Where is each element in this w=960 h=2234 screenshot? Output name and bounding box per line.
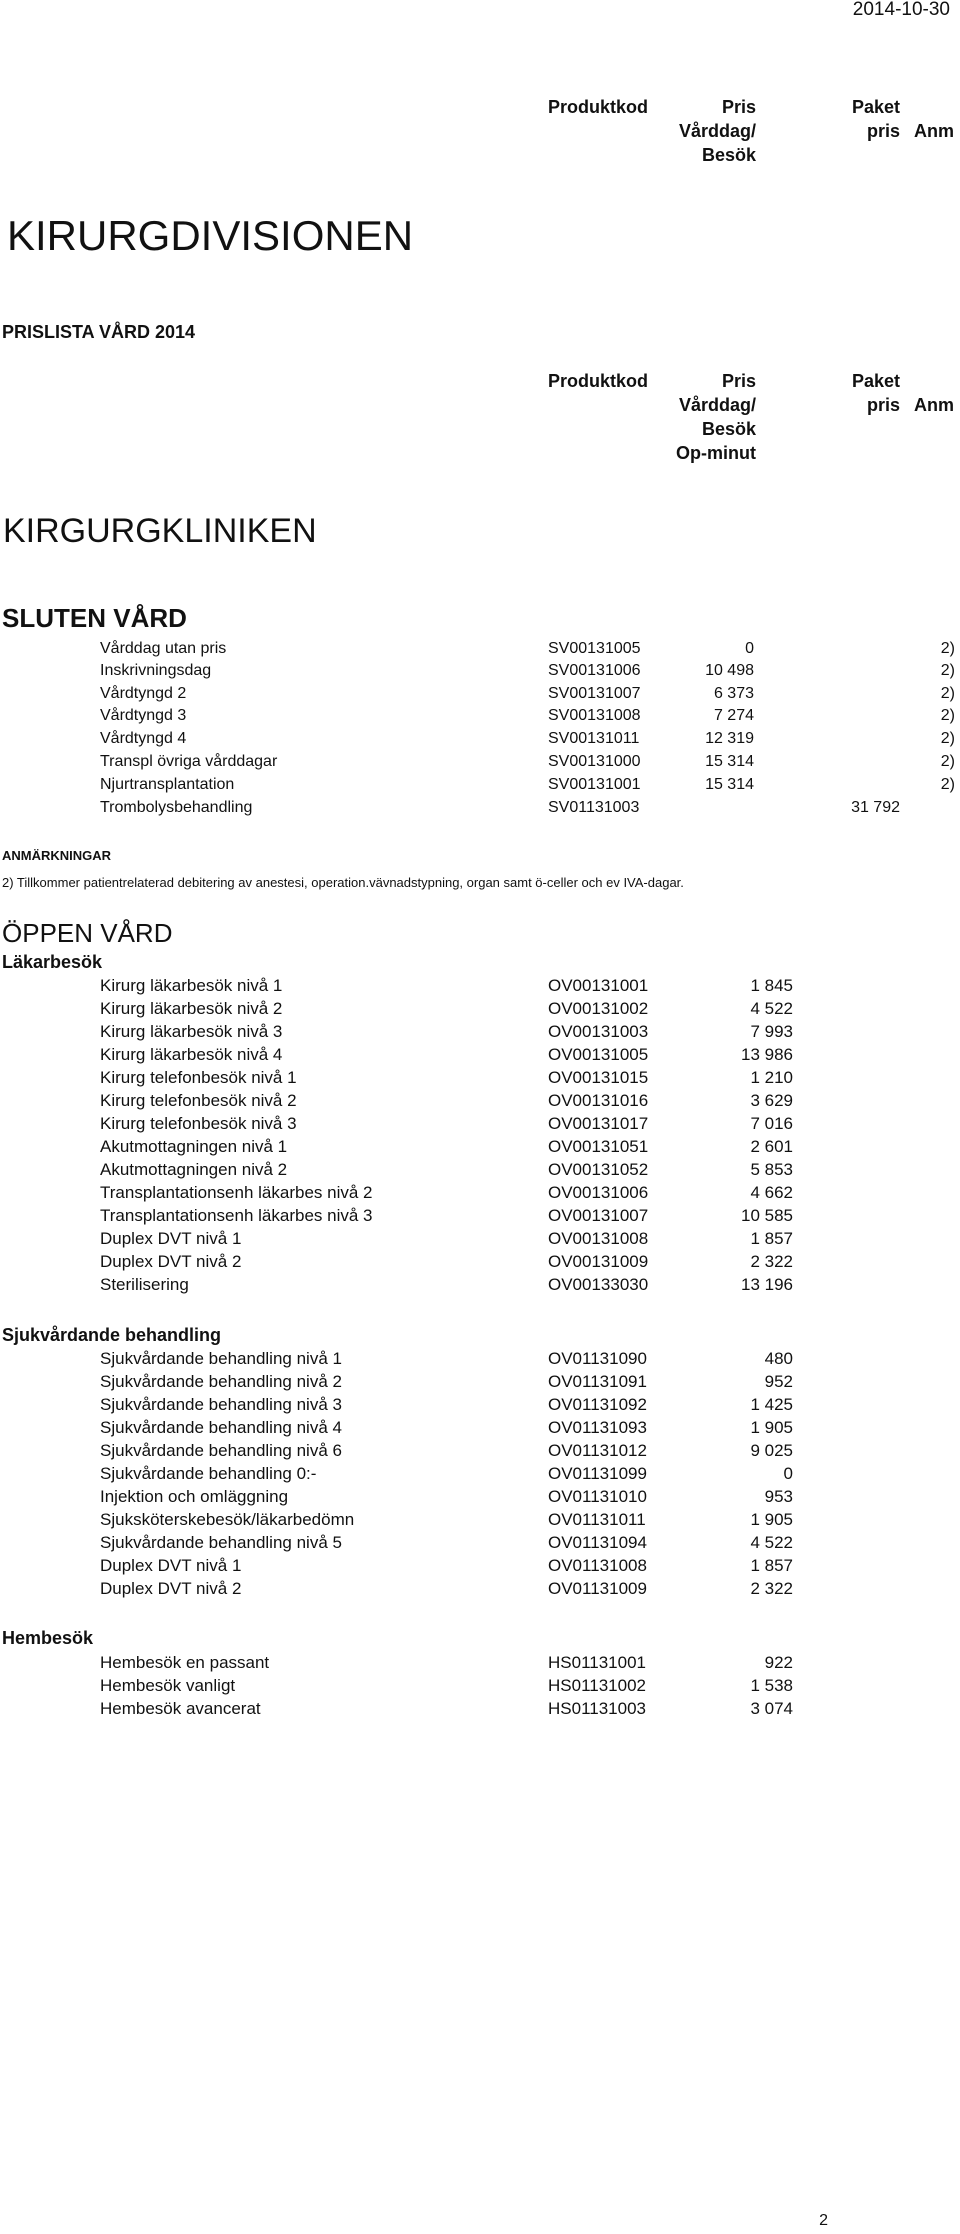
table-row: Kirurg läkarbesök nivå 3 OV00131003 7 993 — [100, 1022, 793, 1041]
section-title-sluten: SLUTEN VÅRD — [2, 603, 187, 633]
group-label-lakarbesok: Läkarbesök — [2, 952, 103, 972]
group-label-sjukvardande: Sjukvårdande behandling — [2, 1325, 222, 1345]
table-row: Kirurg läkarbesök nivå 2 OV00131002 4 522 — [100, 999, 793, 1018]
table-row: Sjukvårdande behandling nivå 1 OV01131090 480 — [100, 1349, 793, 1368]
section-title-oppen: ÖPPEN VÅRD — [2, 918, 173, 948]
clinic-title: KIRGURGKLINIKEN — [3, 512, 317, 550]
table-row: Vårdtyngd 4 SV00131011 12 319 2) — [100, 730, 955, 747]
header-paket: Paket pris — [851, 371, 900, 415]
table-row: Trombolysbehandling SV01131003 31 792 — [100, 799, 900, 816]
table-row: Duplex DVT nivå 2 OV01131009 2 322 — [100, 1579, 793, 1598]
header-anm: Anm — [914, 395, 954, 415]
page-number: 2 — [819, 2212, 828, 2229]
table-row: Kirurg läkarbesök nivå 4 OV00131005 13 986 — [100, 1045, 793, 1064]
table-row: Hembesök avancerat HS01131003 3 074 — [100, 1699, 793, 1718]
table-row: Kirurg telefonbesök nivå 3 OV00131017 7 016 — [100, 1114, 793, 1133]
table-row: Transpl övriga vårddagar SV00131000 15 314 2) — [100, 753, 955, 770]
table-row: Sterilisering OV00133030 13 196 — [100, 1275, 793, 1294]
table-row: Akutmottagningen nivå 1 OV00131051 2 601 — [100, 1137, 793, 1156]
table-row: Transplantationsenh läkarbes nivå 2 OV00131006 4 662 — [100, 1183, 793, 1202]
header-anm: Anm — [914, 121, 954, 141]
table-row: Njurtransplantation SV00131001 15 314 2) — [100, 776, 955, 793]
remarks-text: 2) Tillkommer patientrelaterad debitering av anestesi, operation.vävnadstypning, organ samt ö-celler och ev IVA-dagar. — [2, 875, 684, 890]
remarks-title: ANMÄRKNINGAR — [2, 848, 112, 863]
table-row: Hembesök vanligt HS01131002 1 538 — [100, 1676, 793, 1695]
table-row: Sjukvårdande behandling nivå 5 OV01131094 4 522 — [100, 1533, 793, 1552]
table-row: Sjukvårdande behandling nivå 4 OV01131093 1 905 — [100, 1418, 793, 1437]
header-produktkod: Produktkod — [548, 97, 649, 117]
table-row: Kirurg telefonbesök nivå 1 OV00131015 1 210 — [100, 1068, 793, 1087]
table-row: Kirurg telefonbesök nivå 2 OV00131016 3 629 — [100, 1091, 793, 1110]
pricelist-title: PRISLISTA VÅRD 2014 — [2, 322, 196, 342]
table-row: Sjuksköterskebesök/läkarbedömn OV01131011 1 905 — [100, 1510, 793, 1529]
group-label-hembesok: Hembesök — [2, 1628, 94, 1648]
header-pris: Pris Vårddag/ Besök — [678, 97, 756, 165]
header-produktkod: Produktkod — [548, 371, 649, 391]
table-row: Duplex DVT nivå 1 OV01131008 1 857 — [100, 1556, 793, 1575]
table-row: Duplex DVT nivå 2 OV00131009 2 322 — [100, 1252, 793, 1271]
table-row: Injektion och omläggning OV01131010 953 — [100, 1487, 793, 1506]
table-row: Inskrivningsdag SV00131006 10 498 2) — [100, 662, 955, 679]
table-row: Sjukvårdande behandling nivå 2 OV01131091 952 — [100, 1372, 793, 1391]
table-row: Vårddag utan pris SV00131005 0 2) — [100, 640, 955, 657]
table-row: Sjukvårdande behandling nivå 6 OV01131012 9 025 — [100, 1441, 793, 1460]
page-date: 2014-10-30 — [852, 0, 950, 20]
table-row: Transplantationsenh läkarbes nivå 3 OV00131007 10 585 — [100, 1206, 793, 1225]
table-row: Vårdtyngd 3 SV00131008 7 274 2) — [100, 707, 955, 724]
table-row: Kirurg läkarbesök nivå 1 OV00131001 1 845 — [100, 976, 793, 995]
division-title: KIRURGDIVISIONEN — [7, 212, 414, 259]
table-row: Vårdtyngd 2 SV00131007 6 373 2) — [100, 685, 955, 702]
table-row: Akutmottagningen nivå 2 OV00131052 5 853 — [100, 1160, 793, 1179]
header-paket: Paket pris — [851, 97, 900, 141]
table-row: Duplex DVT nivå 1 OV00131008 1 857 — [100, 1229, 793, 1248]
header-pris: Pris Vårddag/ Besök Op-minut — [676, 371, 756, 463]
table-row: Hembesök en passant HS01131001 922 — [100, 1653, 793, 1672]
table-row: Sjukvårdande behandling 0:- OV01131099 0 — [100, 1464, 793, 1483]
table-row: Sjukvårdande behandling nivå 3 OV01131092 1 425 — [100, 1395, 793, 1414]
